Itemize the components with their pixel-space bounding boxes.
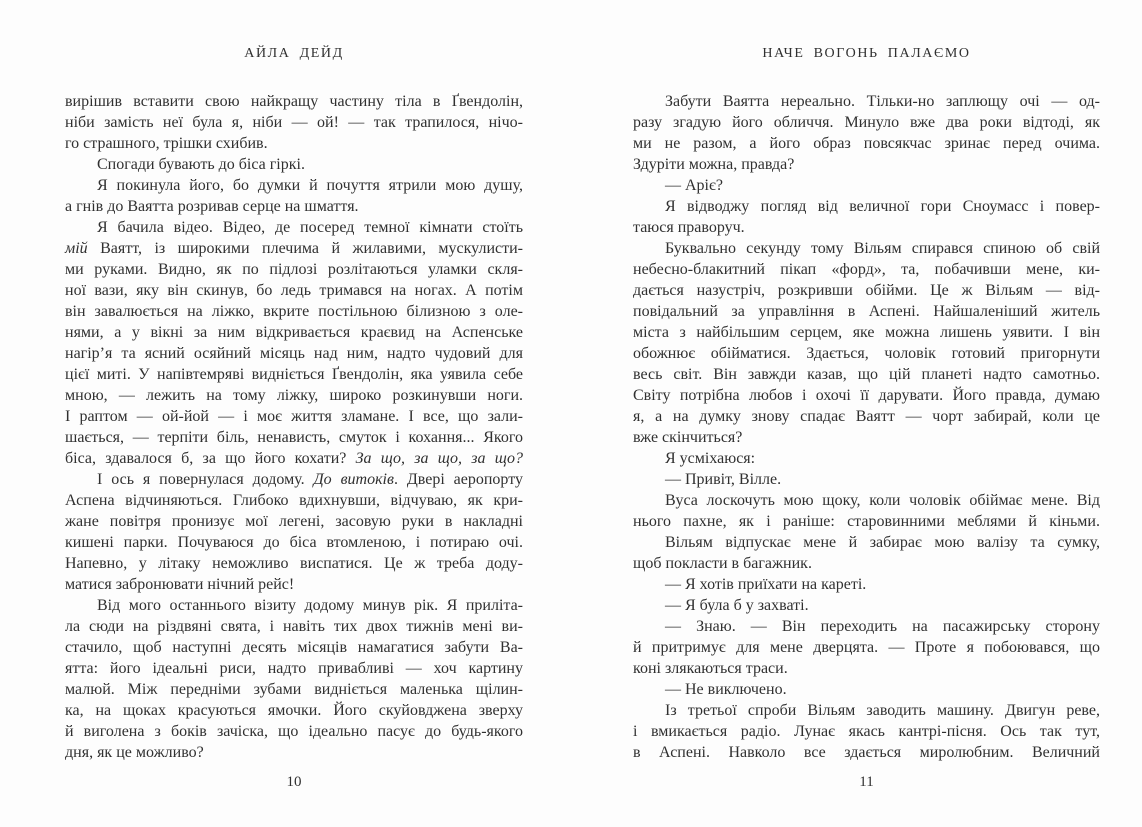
text-line: нього пахне, як і раніше: старовинними меблями й кіньми. <box>633 513 1100 530</box>
page-number-left: 10 <box>286 774 302 790</box>
text-line: вирішив вставити свою найкращу частину тіла в Ґвендолін, <box>65 93 523 110</box>
running-header-title: НАЧЕ ВОГОНЬ ПАЛАЄМО <box>762 46 971 61</box>
text-line: й притримує для мене дверцята. — Проте я побоювався, що <box>633 639 1100 656</box>
text-line: Із третьої спроби Вільям заводить машину. Двигун реве, <box>665 702 1100 719</box>
text-line: дня, як це можливо? <box>65 744 204 761</box>
text-line: в Аспені. Навколо все здається миролюбним. Величний <box>633 744 1100 761</box>
text-line: мною, — лежить на тому ліжку, широко розкинувши ноги. <box>65 387 523 404</box>
text-line: ка, на щоках красуються ямочки. Його скуйовджена зверху <box>65 702 523 719</box>
text-line: Спогади бувають до біса гіркі. <box>97 156 305 173</box>
text-line: я, а на думку знову спадає Ваятт — чорт забирай, коли це <box>633 408 1100 425</box>
text-line: — Аріє? <box>665 177 723 194</box>
text-line: го страшного, трішки схибив. <box>65 135 268 152</box>
text-line: І ось я повернулася додому. До витоків. Двері аеропорту <box>97 471 523 488</box>
text-line: Напевно, у літаку неможливо виспатися. Це ж треба доду- <box>65 555 523 572</box>
text-line: нями, а у вікні за ним відкривається краєвид на Аспенське <box>65 324 523 341</box>
text-line: нагір’я та ясний осяйний місяць над ним, надто чудовий для <box>65 345 523 362</box>
text-line: щоб покласти в багажник. <box>633 555 812 572</box>
text-line: цієї миті. У напівтемряві видніється Ґвендолін, яка уявила себе <box>65 366 523 383</box>
text-line: ятта: його ідеальні риси, надто привабливі — хоч картину <box>65 660 523 677</box>
text-line: ми не разом, а його образ повсякчас зринає перед очима. <box>633 135 1100 152</box>
page-number-right: 11 <box>859 774 874 790</box>
page-body-right <box>633 91 1100 763</box>
text-line: і вмикається радіо. Лунає якась кантрі-пісня. Ось так тут, <box>633 723 1100 740</box>
text-line: Вільям відпускає мене й забирає мою валізу та сумку, <box>665 534 1100 551</box>
text-line: таюся праворуч. <box>633 219 745 236</box>
text-line: Я усміхаюся: <box>665 450 756 467</box>
text-line: Здуріти можна, правда? <box>633 156 795 173</box>
text-line: а гнів до Ваятта розривав серце на шмаття. <box>65 198 359 215</box>
text-line: шається, — терпіти біль, ненависть, смуток і кохання... Якого <box>65 429 523 446</box>
text-line: — Я хотів приїхати на кареті. <box>665 576 867 593</box>
page-body-left <box>65 91 523 763</box>
text-line: — Привіт, Вілле. <box>665 471 782 488</box>
text-line: повідальний за управління в Аспені. Найшаленіший житель <box>633 303 1100 320</box>
text-line: стачило, щоб наступні десять місяців намагатися забути Ва- <box>65 639 523 656</box>
text-line: — Я була б у захваті. <box>665 597 809 614</box>
text-line: вже скінчиться? <box>633 429 743 446</box>
text-line: Буквально секунду тому Вільям спирався спиною об свій <box>665 240 1100 257</box>
text-line: ніби замість неї була я, ніби — ой! — так трапилося, нічо- <box>65 114 523 131</box>
text-line: Я бачила відео. Відео, де посеред темної кімнати стоїть <box>97 219 523 236</box>
text-line: — Знаю. — Він переходить на пасажирську сторону <box>665 618 1100 635</box>
text-line: Від мого останнього візиту додому минув рік. Я приліта- <box>97 597 523 614</box>
text-line: матися забронювати нічний рейс! <box>65 576 295 593</box>
text-line: й виголена з боків зачіска, що ідеально пасує до будь-якого <box>65 723 523 740</box>
text-line: біса, здавалося б, за що його кохати? За що, за що, за що? <box>65 450 523 467</box>
text-line: дається назустріч, розкривши обійми. Це ж Вільям — від- <box>633 282 1100 299</box>
text-line: Забути Ваятта нереально. Тільки-но заплющу очі — од- <box>665 93 1100 110</box>
text-line: він завалюється на ліжко, вкрите постільною білизною з оле- <box>65 303 523 320</box>
text-line: Я відводжу погляд від величної гори Сноумасс і повер- <box>665 198 1100 215</box>
text-line: Я покинула його, бо думки й почуття ятрили мою душу, <box>97 177 523 194</box>
text-line: малюй. Між передніми зубами видніється маленька щілин- <box>65 681 523 698</box>
text-line: небесно-блакитний пікап «форд», та, побачивши мене, ки- <box>633 261 1100 278</box>
text-line: кишені парки. Почуваюся до біса втомленою, і потираю очі. <box>65 534 523 551</box>
text-line: жане повітря пронизує мої легені, засовую руки в накладні <box>65 513 523 530</box>
text-line: ної вази, яку він скинув, бо ледь тримався на ногах. А потім <box>65 282 523 299</box>
text-line: весь світ. Він завжди казав, що цій планеті надто самотньо. <box>633 366 1100 383</box>
text-line: І раптом — ой-йой — і моє життя зламане. І все, що зали- <box>65 408 523 425</box>
text-line: обожнює обійматися. Здається, чоловік готовий пригорнути <box>633 345 1100 362</box>
page-left <box>65 0 523 827</box>
text-line: Світу потрібна любов і охочі її дарувати. Його правда, думаю <box>633 387 1100 404</box>
text-line: міста з найбільшим серцем, яке можна лишень уявити. І він <box>633 324 1100 341</box>
page-right <box>633 0 1100 827</box>
text-line: Вуса лоскочуть мою щоку, коли чоловік обіймає мене. Від <box>665 492 1100 509</box>
text-line: мій Ваятт, із широкими плечима й жилавими, мускулисти- <box>65 240 523 257</box>
text-line: ми руками. Видно, як по підлозі розлітаються уламки скля- <box>65 261 523 278</box>
text-line: — Не виключено. <box>665 681 787 698</box>
text-line: разу згадую його обличчя. Минуло вже два роки відтоді, як <box>633 114 1100 131</box>
text-line: ла сюди на різдвяні свята, і навіть тих двох тижнів мені ви- <box>65 618 523 635</box>
text-line: коні злякаються траси. <box>633 660 788 677</box>
running-header-author: АЙЛА ДЕЙД <box>244 46 344 61</box>
text-line: Аспена відчиняються. Глибоко вдихнувши, відчуваю, як кри- <box>65 492 523 509</box>
